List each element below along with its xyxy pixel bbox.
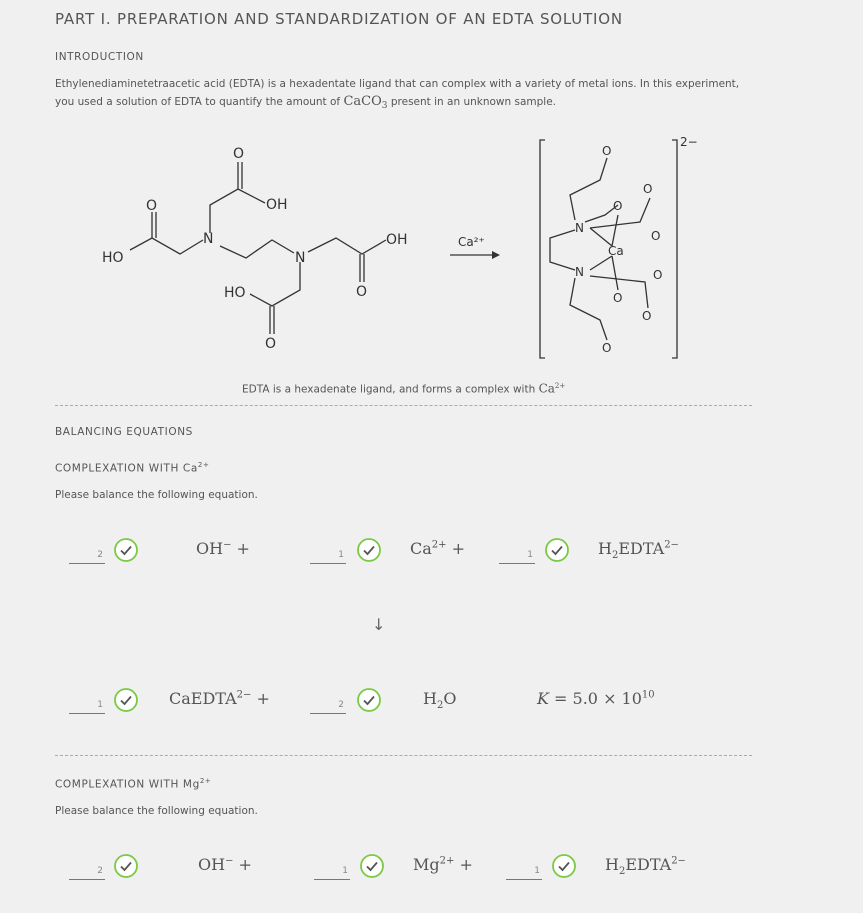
species-caedta: CaEDTA$^{2-}$ +: [169, 689, 270, 708]
divider-2: [55, 755, 752, 756]
check-icon: [357, 538, 381, 562]
coefficient-input[interactable]: 2: [69, 541, 105, 564]
species-h2edta: $H_2EDTA^{2-}$: [598, 539, 679, 562]
ca-ion-label: Ca²⁺: [458, 235, 485, 249]
complex-o-3: O: [613, 199, 623, 213]
coefficient-input[interactable]: 2: [310, 691, 346, 714]
ca-section-heading: COMPLEXATION WITH $Ca^{2+}$: [55, 461, 210, 475]
intro-heading: INTRODUCTION: [55, 51, 144, 63]
check-icon: [552, 854, 576, 878]
coefficient-input[interactable]: 1: [506, 857, 542, 880]
o-label-3: O: [356, 284, 368, 300]
species-ca: $Ca^{2+}$ +: [410, 539, 466, 558]
complex-o-1: O: [602, 144, 612, 158]
mg-section-heading: COMPLEXATION WITH $Mg^{2+}$: [55, 777, 212, 791]
complex-charge: 2−: [680, 135, 698, 149]
o-label-1: O: [146, 198, 158, 214]
mg-species-oh: OH− +: [198, 855, 252, 874]
balancing-heading: BALANCING EQUATIONS: [55, 426, 193, 438]
species-mg: $Mg^{2+}$ +: [413, 855, 473, 874]
reaction-arrow-icon: ↓: [372, 615, 386, 634]
coefficient-input[interactable]: 2: [69, 857, 105, 880]
complex-o-4: O: [651, 229, 661, 243]
edta-complex-figure: [0, 0, 863, 400]
complex-n-2: N: [575, 265, 584, 279]
complex-n-1: N: [575, 221, 584, 235]
mg-species-h2edta: $H_2EDTA^{2-}$: [605, 855, 686, 878]
n-label-1: N: [203, 231, 214, 247]
oh-label-2: OH: [386, 232, 408, 248]
coefficient-input[interactable]: 1: [314, 857, 350, 880]
complex-o-6: O: [613, 291, 623, 305]
oh-label-1: OH: [266, 197, 288, 213]
coefficient-input[interactable]: 1: [499, 541, 535, 564]
equilibrium-constant: $K = 5.0 \times 10^{10}$: [537, 689, 655, 708]
n-label-2: N: [295, 250, 306, 266]
intro-line-2: you used a solution of EDTA to quantify the amount of CaCO$_3$ present in an unknown sample.: [55, 94, 557, 112]
complex-o-8: O: [602, 341, 612, 355]
o-label-2: O: [233, 146, 245, 162]
check-icon: [114, 854, 138, 878]
complex-o-7: O: [642, 309, 652, 323]
complex-o-2: O: [643, 182, 653, 196]
ca-instruction: Please balance the following equation.: [55, 489, 258, 501]
complex-ca: Ca: [608, 244, 624, 258]
check-icon: [360, 854, 384, 878]
mg-instruction: Please balance the following equation.: [55, 805, 258, 817]
ho-label-2: HO: [224, 285, 246, 301]
intro-line-1: Ethylenediaminetetraacetic acid (EDTA) is a hexadentate ligand that can complex with a variety of metal ions. In this experiment,: [55, 78, 740, 90]
species-oh: OH− +: [196, 539, 250, 558]
o-label-4: O: [265, 336, 277, 352]
ho-label-1: HO: [102, 250, 124, 266]
check-icon: [114, 688, 138, 712]
check-icon: [357, 688, 381, 712]
complex-o-5: O: [653, 268, 663, 282]
page-title: PART I. PREPARATION AND STANDARDIZATION OF AN EDTA SOLUTION: [55, 10, 623, 28]
species-h2o: $H_2O$: [423, 689, 457, 712]
coefficient-input[interactable]: 1: [310, 541, 346, 564]
check-icon: [114, 538, 138, 562]
coefficient-input[interactable]: 1: [69, 691, 105, 714]
check-icon: [545, 538, 569, 562]
divider-1: [55, 405, 752, 406]
figure-caption: EDTA is a hexadenate ligand, and forms a complex with $Ca^{2+}$: [242, 381, 566, 396]
